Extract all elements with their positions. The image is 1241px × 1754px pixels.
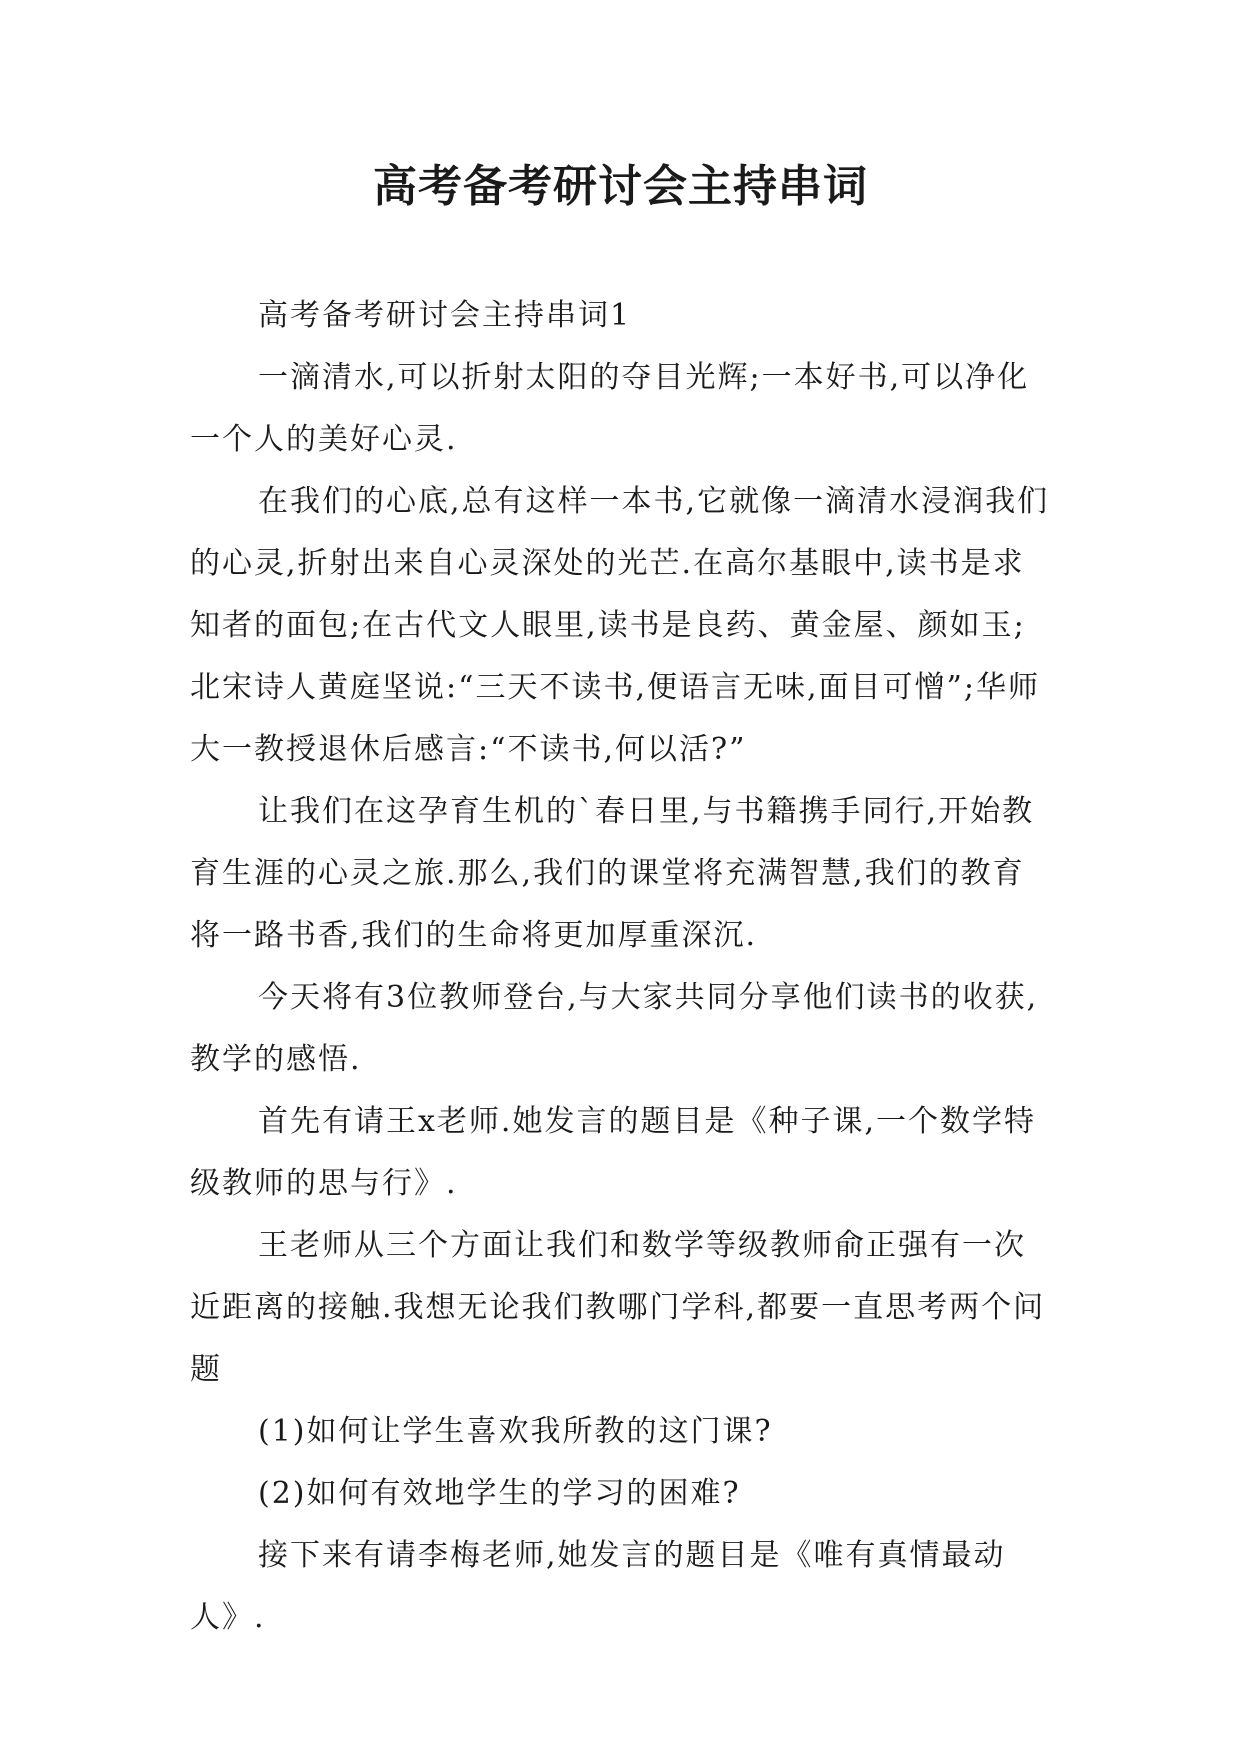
paragraph: 首先有请王x老师.她发言的题目是《种子课,一个数学特级教师的思与行》. bbox=[190, 1104, 1036, 1201]
paragraph: 王老师从三个方面让我们和数学等级教师俞正强有一次近距离的接触.我想无论我们教哪门学科,都要一直思考两个问题 bbox=[190, 1228, 1046, 1387]
paragraph-question-1: (1)如何让学生喜欢我所教的这门课? bbox=[258, 1414, 773, 1449]
paragraph: 在我们的心底,总有这样一本书,它就像一滴清水浸润我们的心灵,折射出来自心灵深处的光芒.在高尔基眼中,读书是求知者的面包;在古代文人眼里,读书是良药、黄金屋、颜如玉;北宋诗人黄庭坚说:“三天不读书,便语言无味,面目可憎”;华师大一教授退休后感言:“不读书,何以活?” bbox=[190, 484, 1050, 767]
paragraph: 让我们在这孕育生机的`春日里,与书籍携手同行,开始教育生涯的心灵之旅.那么,我们的课堂将充满智慧,我们的教育将一路书香,我们的生命将更加厚重深沉. bbox=[190, 794, 1035, 953]
paragraph: 一滴清水,可以折射太阳的夺目光辉;一本好书,可以净化一个人的美好心灵. bbox=[190, 360, 1030, 457]
paragraph: 今天将有3位教师登台,与大家共同分享他们读书的收获,教学的感悟. bbox=[190, 980, 1039, 1077]
document-body bbox=[190, 285, 1050, 1649]
paragraph-question-2: (2)如何有效地学生的学习的困难? bbox=[258, 1476, 741, 1511]
document-title: 高考备考研讨会主持串词 bbox=[373, 161, 868, 212]
paragraph: 接下来有请李梅老师,她发言的题目是《唯有真情最动人》. bbox=[190, 1538, 1006, 1635]
paragraph-subtitle: 高考备考研讨会主持串词1 bbox=[258, 298, 632, 333]
